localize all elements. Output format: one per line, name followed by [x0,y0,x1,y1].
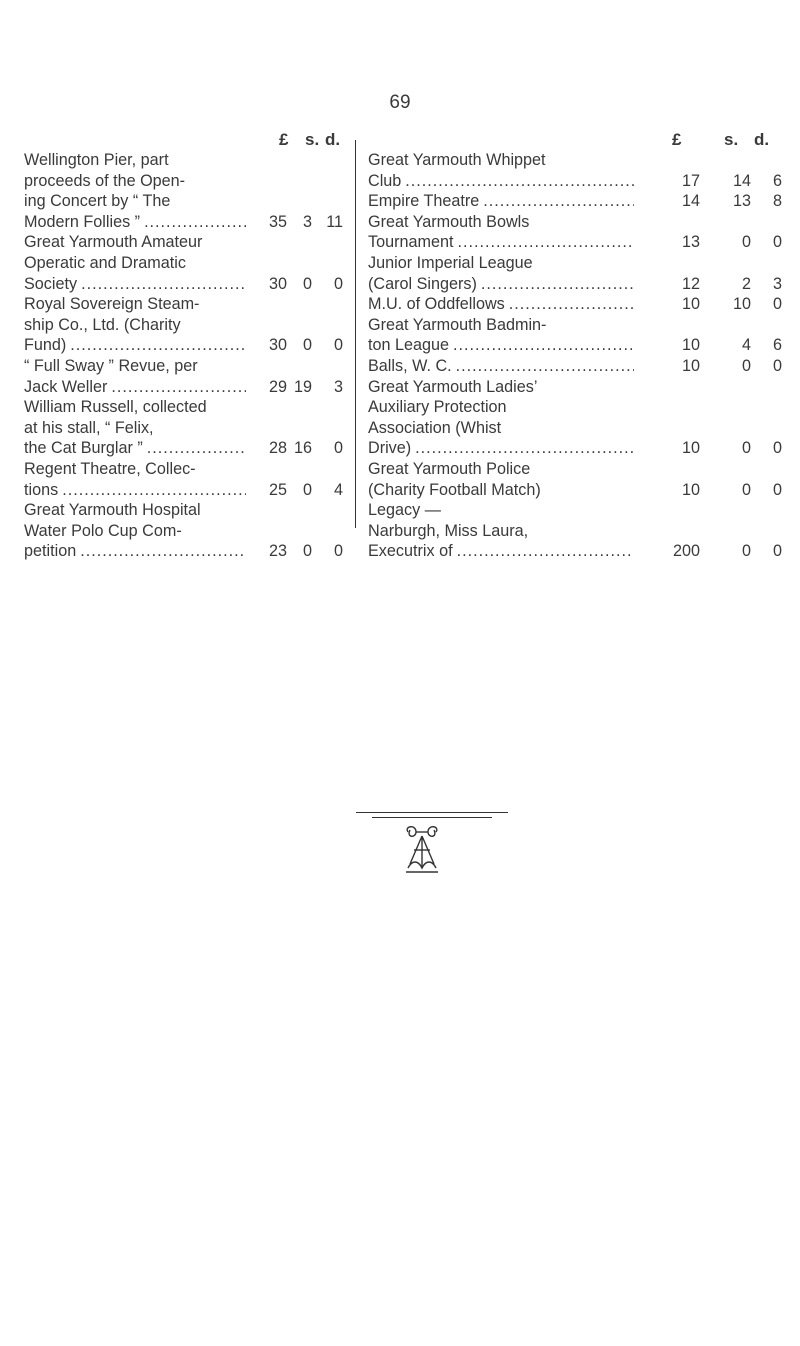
amount-pounds: 28 [268,439,287,458]
amount-pence: 6 [772,171,782,190]
amount-shillings: 0 [741,542,751,561]
amount-pence: 0 [772,439,782,458]
entry-text: tions [24,480,59,499]
entry-text-line [368,541,634,562]
amount-pence: 0 [772,295,782,314]
entry-text: (Carol Singers) [368,274,477,293]
amount-pence: 4 [333,480,343,499]
amount-pounds: 35 [268,212,287,231]
entry-text-line: Junior Imperial League [368,253,533,272]
dot-leader [457,232,634,253]
entry-text: Empire Theatre [368,192,480,211]
entry-text: Executrix of [368,542,453,561]
dot-leader [453,335,634,356]
dot-leader [456,356,634,377]
amount-pounds: 10 [681,336,700,355]
dot-leader [481,274,634,295]
pence-header: d. [754,130,770,149]
amount-pence: 3 [333,377,343,396]
entry-text-line: Great Yarmouth Police [368,459,531,478]
entry-text-line: Great Yarmouth Ladies’ [368,377,538,396]
entry-text: Balls, W. C. [368,356,452,375]
amount-pounds: 12 [681,274,700,293]
amount-shillings: 19 [293,377,312,396]
ledger-entry [24,232,344,294]
ledger-entry [368,191,786,212]
amount-pounds: 10 [681,480,700,499]
pounds-header: £ [279,130,289,149]
amount-pounds: 30 [268,336,287,355]
entry-text-line: Wellington Pier, part [24,151,169,169]
ledger-entry [368,150,786,191]
amount-shillings: 0 [741,356,751,375]
entry-text-line: William Russell, collected [24,398,207,417]
amount-pounds: 13 [681,233,700,252]
ledger-entry [24,500,344,562]
amount-pence: 0 [333,274,343,293]
entry-text: Drive) [368,439,412,458]
entry-text: Modern Follies ” [24,212,141,231]
entry-text-line [24,335,246,356]
entry-text-line [24,541,246,562]
amount-shillings: 0 [741,439,751,458]
shillings-header: s. [724,130,739,149]
entry-text: Society [24,274,78,293]
entry-text-line [24,480,246,501]
entry-text: (Charity Football Match) [368,480,541,499]
entry-text-line: “ Full Sway ” Revue, per [24,356,198,375]
entry-text-line [24,212,246,233]
entry-text-line: ing Concert by “ The [24,192,171,211]
entry-text-line [368,480,634,501]
amount-pounds: 30 [268,274,287,293]
dot-leader [111,377,246,398]
amount-shillings: 14 [732,171,751,190]
amount-shillings: 0 [302,542,312,561]
ledger-entry [368,253,786,294]
entry-text-line: Regent Theatre, Collec- [24,459,196,478]
amount-pence: 8 [772,192,782,211]
right-column [368,130,786,562]
dot-leader [509,294,634,315]
entry-text: Club [368,171,402,190]
entry-text: ton League [368,336,450,355]
shillings-header: s. [305,130,320,149]
amount-shillings: 0 [741,480,751,499]
dot-leader [405,171,634,192]
ledger-entry [24,356,344,397]
entry-text-line [368,274,634,295]
amount-pence: 3 [772,274,782,293]
pounds-header: £ [672,130,682,149]
dot-leader [415,438,634,459]
entry-text: petition [24,542,77,561]
dot-leader [457,541,634,562]
amount-pence: 0 [333,439,343,458]
amount-shillings: 0 [302,336,312,355]
page-number: 69 [389,92,411,113]
entry-text: M.U. of Oddfellows [368,295,505,314]
amount-pounds: 14 [681,192,700,211]
amount-pounds: 10 [681,439,700,458]
entry-text-line [368,335,634,356]
amount-pence: 0 [772,542,782,561]
entry-text-line [368,171,634,192]
dot-leader [483,191,634,212]
amount-shillings: 0 [741,233,751,252]
amount-pounds: 200 [672,542,700,561]
amount-pounds: 29 [268,377,287,396]
ledger-entry [24,150,344,232]
dot-leader [62,480,246,501]
amount-pounds: 10 [681,356,700,375]
entry-text-line: Legacy — [368,501,441,520]
entry-text-line [368,232,634,253]
printer-ornament-icon [402,824,442,876]
amount-shillings: 0 [302,480,312,499]
entry-text-line: Great Yarmouth Amateur [24,233,203,252]
amount-shillings: 10 [732,295,751,314]
entry-text-line [24,274,246,295]
left-entry-list [24,150,344,562]
dot-leader [70,335,246,356]
ledger-entry [24,294,344,356]
entry-text-line [368,191,634,212]
entry-text-line: Great Yarmouth Whippet [368,151,546,169]
currency-header-right [368,130,786,150]
entry-text-line: Great Yarmouth Badmin- [368,315,547,334]
amount-pounds: 10 [681,295,700,314]
right-entry-list [368,150,786,562]
entry-text-line: Auxiliary Protection [368,398,507,417]
ledger-entry [368,294,786,315]
entry-text-line [24,377,246,398]
entry-text-line: ship Co., Ltd. (Charity [24,315,181,334]
amount-shillings: 3 [302,212,312,231]
entry-text-line [368,356,634,377]
amount-shillings: 16 [293,439,312,458]
amount-pence: 0 [772,356,782,375]
ledger-entry [24,397,344,459]
amount-pounds: 23 [268,542,287,561]
ledger-entry [368,356,786,377]
entry-text-line: Association (Whist [368,418,502,437]
amount-pence: 0 [333,336,343,355]
left-column [24,130,344,562]
dot-leader [81,274,246,295]
footer-rule [372,817,492,818]
entry-text-line: Operatic and Dramatic [24,253,186,272]
entry-text: the Cat Burglar ” [24,439,143,458]
ledger-entry [368,459,786,500]
entry-text-line [368,294,634,315]
amount-shillings: 4 [741,336,751,355]
entry-text: Fund) [24,336,67,355]
amount-shillings: 0 [302,274,312,293]
entry-text-line: at his stall, “ Felix, [24,418,154,437]
ledger-entry [24,459,344,500]
amount-pence: 0 [772,233,782,252]
ledger-entry [368,212,786,253]
entry-text: Jack Weller [24,377,108,396]
entry-text-line [24,438,246,459]
amount-pence: 0 [772,480,782,499]
entry-text-line: proceeds of the Open- [24,171,186,190]
currency-header-left [24,130,344,150]
column-divider [355,140,356,528]
amount-shillings: 2 [741,274,751,293]
entry-text-line: Water Polo Cup Com- [24,521,182,540]
entry-text-line: Great Yarmouth Bowls [368,212,530,231]
amount-pounds: 25 [268,480,287,499]
entry-text-line: Great Yarmouth Hospital [24,501,201,520]
amount-shillings: 13 [732,192,751,211]
dot-leader [144,212,246,233]
dot-leader [80,541,246,562]
entry-text-line [368,438,634,459]
footer-rule [356,812,508,813]
ledger-entry [368,377,786,459]
amount-pounds: 17 [681,171,700,190]
pence-header: d. [325,130,341,149]
amount-pence: 0 [333,542,343,561]
amount-pence: 6 [772,336,782,355]
ledger-entry [368,500,786,562]
amount-pence: 11 [326,212,343,231]
ledger-entry [368,315,786,356]
entry-text-line: Narburgh, Miss Laura, [368,521,529,540]
entry-text-line: Royal Sovereign Steam- [24,295,200,314]
dot-leader [147,438,246,459]
entry-text: Tournament [368,233,454,252]
